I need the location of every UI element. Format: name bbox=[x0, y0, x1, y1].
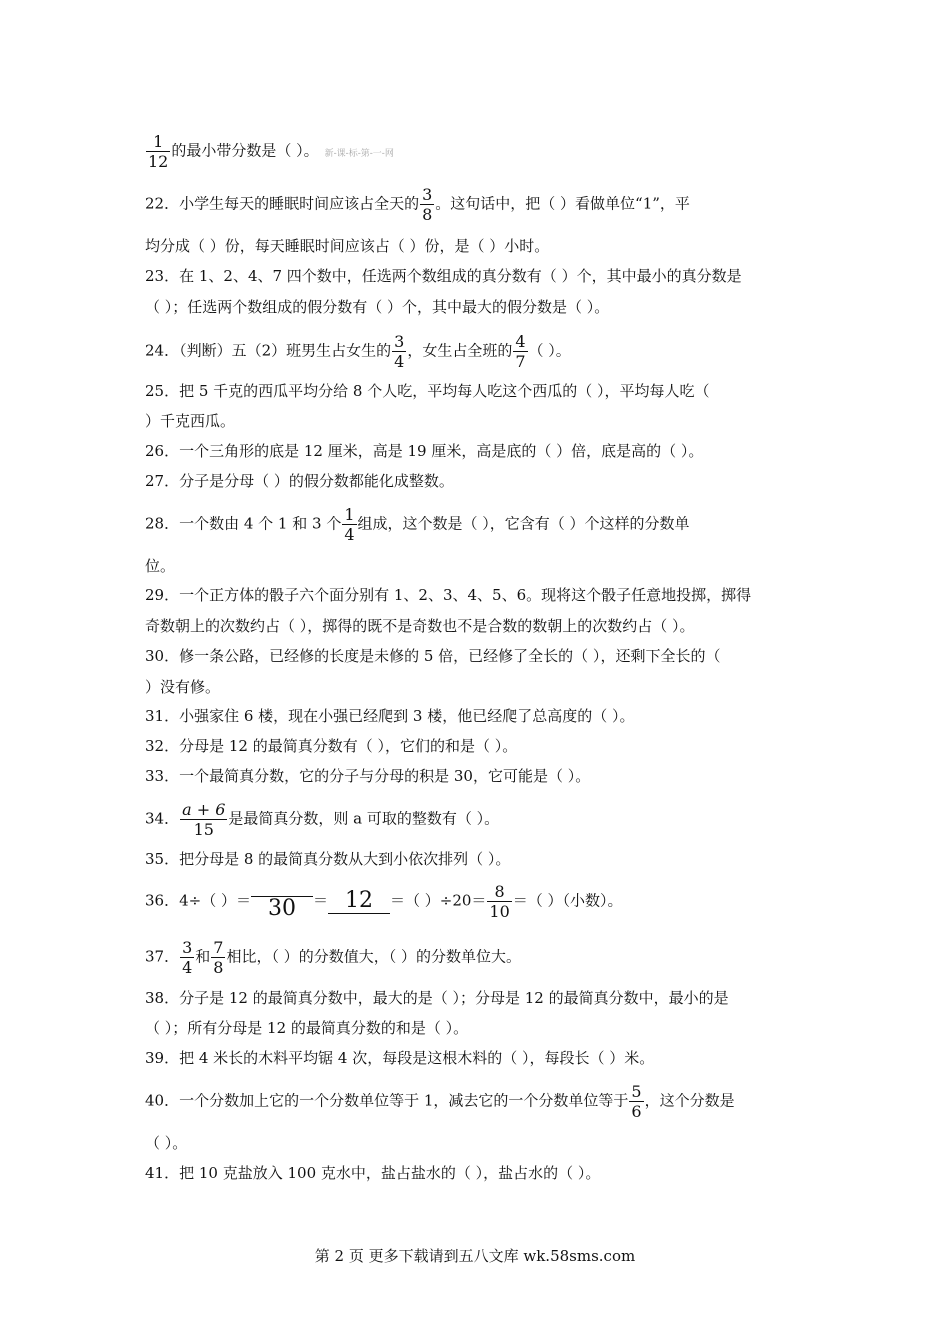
question-31: 31．小强家住 6 楼，现在小强已经爬到 3 楼，他已经爬了总高度的（ ）。 bbox=[145, 707, 635, 725]
blank-fraction: 30 bbox=[251, 882, 313, 921]
question-33: 33．一个最简真分数，它的分子与分母的积是 30，它可能是（ ）。 bbox=[145, 767, 591, 785]
question-29: 29．一个正方体的骰子六个面分别有 1、2、3、4、5、6。现将这个骰子任意地投掷，掷得 bbox=[145, 586, 752, 604]
fraction: $\frac{5}{6}$ bbox=[631, 1082, 642, 1121]
question-30-cont: ）没有修。 bbox=[145, 678, 221, 696]
fraction: 12 bbox=[328, 889, 390, 914]
question-40-cont: （ ）。 bbox=[145, 1134, 188, 1152]
question-21: $\frac{1}{12}$ 的最小带分数是（ ）。 新-课-标-第-一-网 bbox=[148, 132, 394, 171]
fraction: $\frac{4}{7}$ bbox=[515, 332, 526, 371]
fraction: $\frac{3}{8}$ bbox=[422, 185, 433, 224]
question-35: 35．把分母是 8 的最简真分数从大到小依次排列（ ）。 bbox=[145, 850, 511, 868]
question-26: 26．一个三角形的底是 12 厘米，高是 19 厘米，高是底的（ ）倍，底是高的（ ）。 bbox=[145, 442, 704, 460]
question-30: 30．修一条公路，已经修的长度是未修的 5 倍，已经修了全长的（ ），还剩下全长的（ bbox=[145, 647, 721, 665]
question-29-cont: 奇数朝上的次数约占（ ），掷得的既不是奇数也不是合数的数朝上的次数约占（ ）。 bbox=[145, 617, 695, 635]
question-23-cont: （ ）；任选两个数组成的假分数有（ ）个，其中最大的假分数是（ ）。 bbox=[145, 298, 610, 316]
watermark: 新-课-标-第-一-网 bbox=[324, 148, 394, 159]
question-25: 25．把 5 千克的西瓜平均分给 8 个人吃，平均每人吃这个西瓜的（ ），平均每人吃（ bbox=[145, 382, 710, 400]
page-footer: 第 2 页 更多下载请到五八文库 wk.58sms.com bbox=[314, 1247, 636, 1265]
question-41: 41．把 10 克盐放入 100 克水中，盐占盐水的（ ），盐占水的（ ）。 bbox=[145, 1164, 601, 1182]
question-22: 22．小学生每天的睡眠时间应该占全天的 $\frac{3}{8}$ 。这句话中，把（ ）看做单位“1”，平 bbox=[145, 185, 690, 224]
question-25-cont: ）千克西瓜。 bbox=[145, 412, 236, 430]
question-27: 27．分子是分母（ ）的假分数都能化成整数。 bbox=[145, 472, 454, 490]
fraction: $\frac{a + 6}{15}$ bbox=[182, 800, 226, 839]
question-32: 32．分母是 12 的最简真分数有（ ），它们的和是（ ）。 bbox=[145, 737, 518, 755]
question-23: 23．在 1、2、4、7 四个数中，任选两个数组成的真分数有（ ）个，其中最小的真分数是 bbox=[145, 267, 742, 285]
fraction: $\frac{3}{4}$ bbox=[394, 332, 405, 371]
question-38: 38．分子是 12 的最简真分数中，最大的是（ ）；分母是 12 的最简真分数中，最小的是 bbox=[145, 989, 729, 1007]
question-24: 24．（判断）五（2）班男生占女生的 $\frac{3}{4}$ ，女生占全班的 $\frac{4}{7}$ （ ）。 bbox=[145, 332, 571, 371]
question-36: 36．4÷（ ）＝ 30 ＝ 12 ＝（ ）÷20＝ $\frac{8}{10}$ ＝（ ）（小数）。 bbox=[145, 882, 623, 921]
question-39: 39．把 4 米长的木料平均锯 4 次，每段是这根木料的（ ），每段长（ ）米。 bbox=[145, 1049, 655, 1067]
question-40: 40．一个分数加上它的一个分数单位等于 1，减去它的一个分数单位等于 $\frac{5}{6}$ ，这个分数是 bbox=[145, 1082, 735, 1121]
fraction: $\frac{3}{4}$ bbox=[182, 938, 193, 977]
question-28-cont: 位。 bbox=[145, 557, 176, 575]
fraction: $\frac{1}{4}$ bbox=[344, 505, 355, 544]
question-22-cont: 均分成（ ）份，每天睡眠时间应该占（ ）份，是（ ）小时。 bbox=[145, 237, 550, 255]
question-37: 37． $\frac{3}{4}$ 和 $\frac{7}{8}$ 相比，（ ）的分数值大，（ ）的分数单位大。 bbox=[145, 938, 522, 977]
question-34: 34． $\frac{a + 6}{15}$ 是最简真分数，则 a 可取的整数有（ ）。 bbox=[145, 800, 500, 839]
question-28: 28．一个数由 4 个 1 和 3 个 $\frac{1}{4}$ 组成，这个数是（ ），它含有（ ）个这样的分数单 bbox=[145, 505, 690, 544]
fraction: $\frac{8}{10}$ bbox=[489, 882, 510, 921]
fraction: $\frac{1}{12}$ bbox=[148, 132, 169, 171]
fraction: $\frac{7}{8}$ bbox=[213, 938, 224, 977]
question-38-cont: （ ）；所有分母是 12 的最简真分数的和是（ ）。 bbox=[145, 1019, 469, 1037]
